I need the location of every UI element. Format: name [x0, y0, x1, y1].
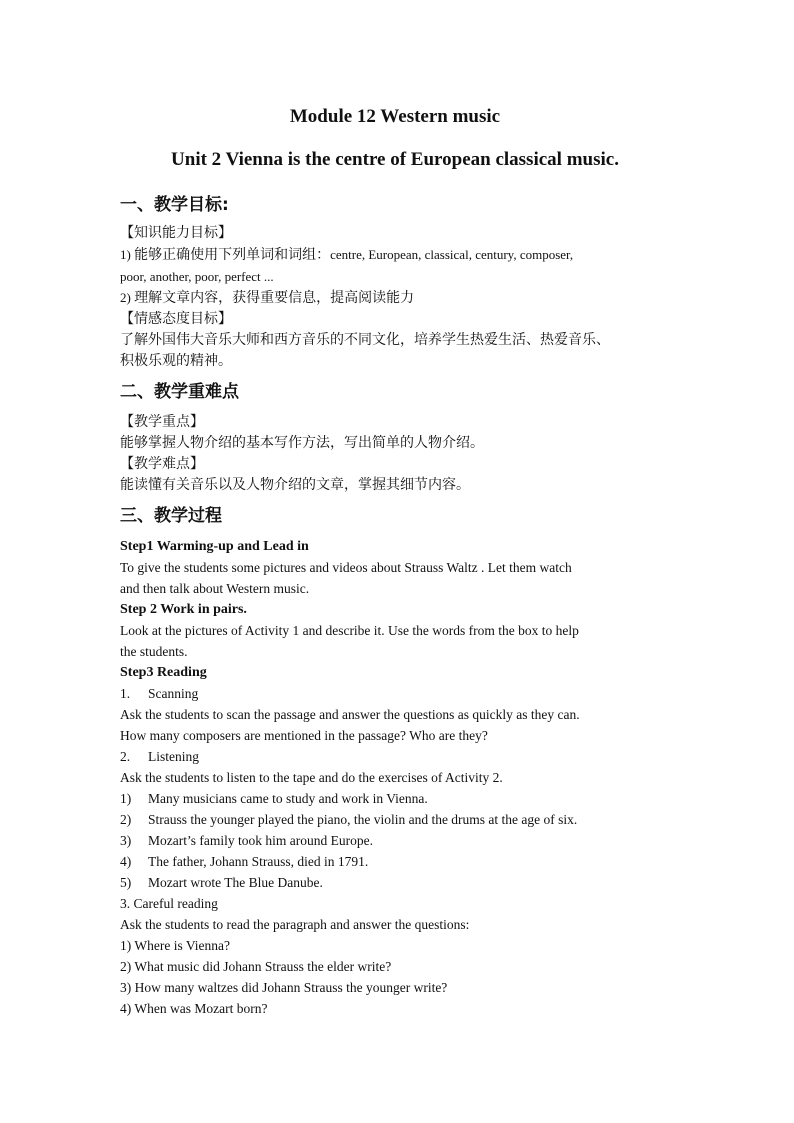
list-item: 1) Where is Vienna?	[120, 938, 231, 953]
emotion-text-1: 了解外国伟大音乐大师和西方音乐的不同文化，培养学生热爱生活、热爱音乐、	[120, 332, 610, 348]
scanning-num: 1.	[120, 686, 131, 701]
list-item	[120, 830, 680, 851]
step1-text-2: and then talk about Western music.	[120, 581, 310, 596]
step2-title: Step 2 Work in pairs.	[120, 602, 247, 617]
listening-heading	[120, 746, 680, 767]
list-item	[120, 872, 680, 893]
objective-item-1-cont: poor, another, poor, perfect ...	[120, 269, 274, 284]
listening-label: Listening	[148, 749, 199, 764]
scanning-text-2: How many composers are mentioned in the passage? Who are they?	[120, 728, 488, 743]
unit-title: Unit 2 Vienna is the centre of European classical music.	[171, 149, 619, 170]
exercise-num: 5)	[120, 875, 132, 890]
difficulty-label: 【教学难点】	[120, 456, 204, 472]
exercise-text: The father, Johann Strauss, died in 1791.	[148, 854, 369, 869]
question-list	[120, 935, 680, 1019]
exercise-text: Mozart’s family took him around Europe.	[148, 833, 373, 848]
careful-reading-label: 3. Careful reading	[120, 896, 218, 911]
objective-item-1-num: 1)	[120, 247, 131, 262]
exercise-num: 1)	[120, 791, 132, 806]
exercise-text: Strauss the younger played the piano, the violin and the drums at the age of six.	[148, 812, 578, 827]
list-item	[120, 809, 680, 830]
module-title: Module 12 Western music	[289, 106, 501, 127]
objective-item-2-cn: 理解文章内容，获得重要信息，提高阅读能力	[134, 290, 415, 306]
list-item: 4) When was Mozart born?	[120, 1001, 268, 1016]
listening-text: Ask the students to listen to the tape and do the exercises of Activity 2.	[120, 770, 503, 785]
list-item: 2) What music did Johann Strauss the elder write?	[120, 959, 392, 974]
list-item: 3) How many waltzes did Johann Strauss the younger write?	[120, 980, 448, 995]
exercise-text: Many musicians came to study and work in Vienna.	[148, 791, 428, 806]
objective-item-1-cn: 能够正确使用下列单词和词组：	[134, 247, 331, 263]
objective-item-1	[120, 244, 680, 266]
emotion-label: 【情感态度目标】	[120, 311, 232, 327]
section1-heading: 一、教学目标:	[120, 195, 229, 215]
scanning-label: Scanning	[148, 686, 199, 701]
exercise-list	[120, 788, 680, 893]
scanning-text-1: Ask the students to scan the passage and answer the questions as quickly as they can.	[120, 707, 580, 722]
emotion-text-2: 积极乐观的精神。	[120, 353, 232, 369]
knowledge-label: 【知识能力目标】	[120, 225, 232, 241]
exercise-num: 2)	[120, 812, 132, 827]
exercise-text: Mozart wrote The Blue Danube.	[148, 875, 323, 890]
difficulty-text: 能读懂有关音乐以及人物介绍的文章，掌握其细节内容。	[120, 477, 470, 493]
key-label: 【教学重点】	[120, 414, 204, 430]
document-content	[120, 104, 680, 1019]
scanning-heading	[120, 683, 680, 704]
objective-item-2	[120, 287, 680, 309]
section2-heading: 二、教学重难点	[120, 382, 239, 402]
key-text: 能够掌握人物介绍的基本写作方法，写出简单的人物介绍。	[120, 435, 484, 451]
careful-reading-text: Ask the students to read the paragraph and answer the questions:	[120, 917, 470, 932]
objective-item-1-en: centre, European, classical, century, composer,	[330, 247, 574, 262]
step1-text-1: To give the students some pictures and videos about Strauss Waltz . Let them watch	[120, 560, 572, 575]
section3-heading: 三、教学过程	[120, 506, 222, 526]
list-item	[120, 788, 680, 809]
list-item	[120, 851, 680, 872]
listening-num: 2.	[120, 749, 131, 764]
exercise-num: 3)	[120, 833, 132, 848]
step2-text-1: Look at the pictures of Activity 1 and describe it. Use the words from the box to help	[120, 623, 579, 638]
step2-text-2: the students.	[120, 644, 188, 659]
objective-item-2-num: 2)	[120, 290, 131, 305]
step1-title: Step1 Warming-up and Lead in	[120, 539, 309, 554]
exercise-num: 4)	[120, 854, 132, 869]
step3-title: Step3 Reading	[120, 665, 207, 680]
